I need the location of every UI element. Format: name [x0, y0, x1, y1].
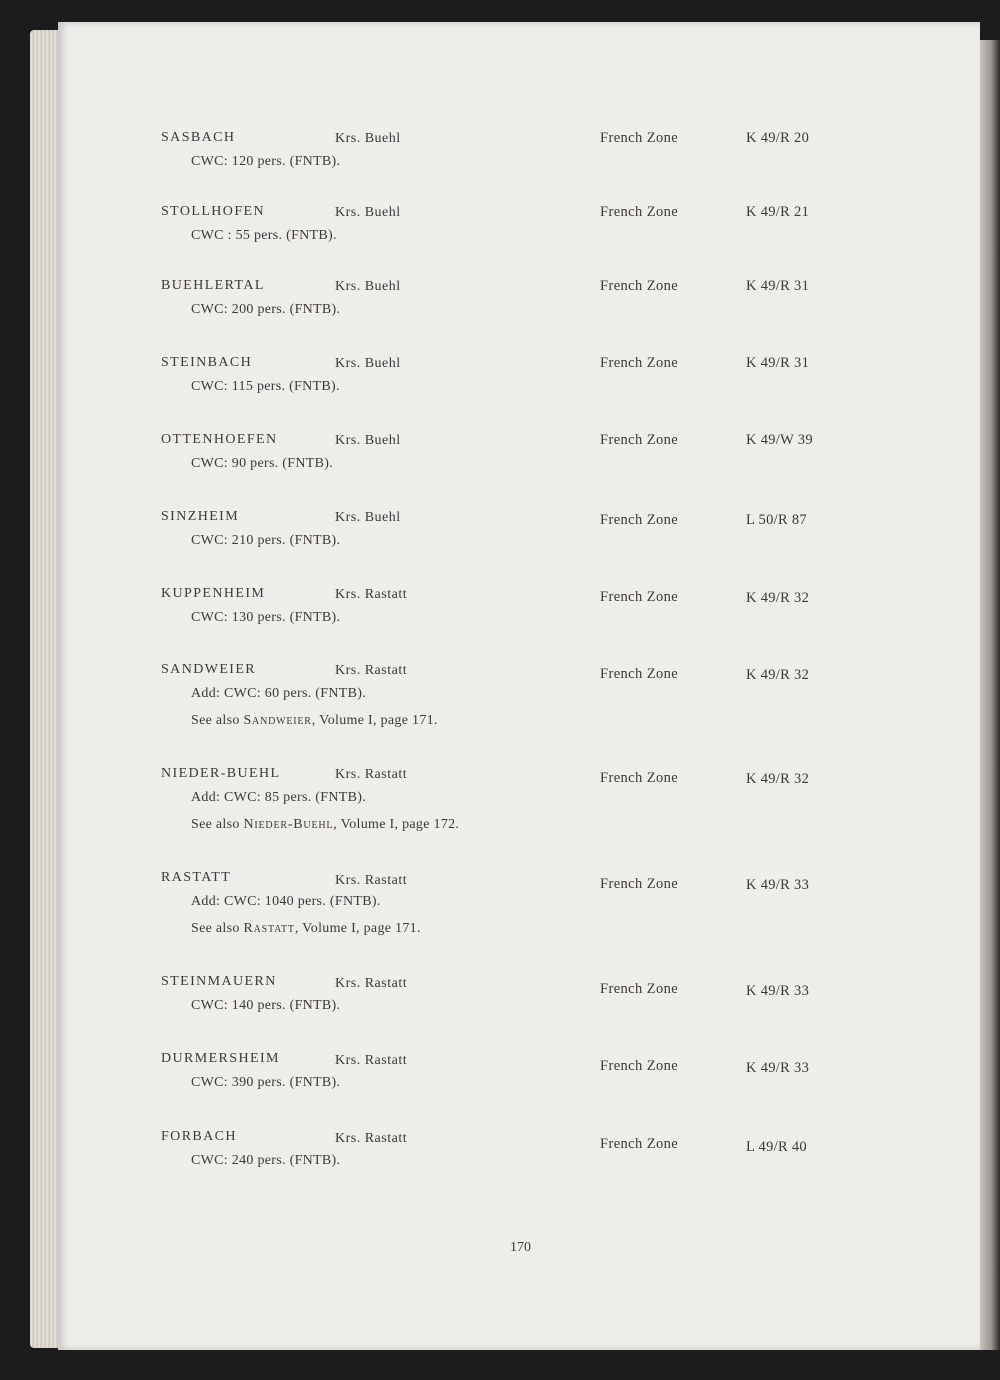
zone: French Zone [600, 130, 679, 146]
grid-reference: K 49/R 31 [746, 278, 810, 294]
district: Krs. Buehl [335, 510, 401, 525]
binding-edge [978, 40, 1000, 1350]
district: Krs. Rastatt [335, 873, 408, 888]
place-name: KUPPENHEIM [161, 586, 266, 601]
district: Krs. Buehl [335, 433, 401, 448]
detail-line: CWC: 210 pers. (FNTB). [191, 533, 341, 548]
grid-reference: K 49/R 20 [746, 130, 810, 146]
place-name: OTTENHOEFEN [161, 432, 278, 447]
detail-line: Add: CWC: 85 pers. (FNTB). [191, 790, 367, 805]
grid-reference: K 49/R 33 [746, 983, 810, 999]
see-also-prefix: See also [191, 921, 244, 936]
detail-line: CWC: 120 pers. (FNTB). [191, 154, 341, 169]
zone: French Zone [600, 278, 679, 294]
see-also-ref: , Volume I, page 172. [333, 817, 460, 832]
detail-line: CWC: 130 pers. (FNTB). [191, 610, 341, 625]
district: Krs. Rastatt [335, 976, 408, 991]
grid-reference: K 49/R 33 [746, 1060, 810, 1076]
district: Krs. Rastatt [335, 587, 408, 602]
grid-reference: L 49/R 40 [746, 1139, 807, 1155]
grid-reference: K 49/R 33 [746, 877, 810, 893]
detail-line: CWC: 200 pers. (FNTB). [191, 302, 341, 317]
district: Krs. Buehl [335, 131, 401, 146]
district: Krs. Rastatt [335, 1131, 408, 1146]
place-name: RASTATT [161, 870, 232, 885]
see-also-place: Rastatt [243, 921, 295, 936]
detail-line: CWC: 115 pers. (FNTB). [191, 379, 340, 394]
see-also-place: Sandweier [243, 713, 312, 728]
see-also-ref: , Volume I, page 171. [311, 713, 438, 728]
zone: French Zone [600, 512, 679, 528]
grid-reference: K 49/R 31 [746, 355, 810, 371]
detail-line: CWC: 390 pers. (FNTB). [191, 1075, 341, 1090]
district: Krs. Rastatt [335, 663, 408, 678]
detail-line: CWC : 55 pers. (FNTB). [191, 228, 337, 243]
place-name: DURMERSHEIM [161, 1051, 280, 1066]
zone: French Zone [600, 1136, 679, 1152]
zone: French Zone [600, 981, 679, 997]
page-number: 170 [510, 1240, 531, 1255]
see-also-prefix: See also [191, 713, 244, 728]
zone: French Zone [600, 876, 679, 892]
see-also-place: Nieder-Buehl [243, 817, 334, 832]
detail-line: CWC: 90 pers. (FNTB). [191, 456, 334, 471]
detail-line: CWC: 140 pers. (FNTB). [191, 998, 341, 1013]
detail-line: Add: CWC: 60 pers. (FNTB). [191, 686, 367, 701]
zone: French Zone [600, 355, 679, 371]
district: Krs. Buehl [335, 279, 401, 294]
place-name: STEINMAUERN [161, 974, 277, 989]
district: Krs. Buehl [335, 356, 401, 371]
district: Krs. Rastatt [335, 767, 408, 782]
zone: French Zone [600, 1058, 679, 1074]
see-also-line [191, 921, 421, 937]
detail-line: Add: CWC: 1040 pers. (FNTB). [191, 894, 381, 909]
zone: French Zone [600, 666, 679, 682]
district: Krs. Rastatt [335, 1053, 408, 1068]
place-name: BUEHLERTAL [161, 278, 265, 293]
district: Krs. Buehl [335, 205, 401, 220]
grid-reference: K 49/W 39 [746, 432, 813, 448]
grid-reference: K 49/R 32 [746, 771, 810, 787]
place-name: SASBACH [161, 130, 236, 145]
grid-reference: K 49/R 21 [746, 204, 810, 220]
see-also-ref: , Volume I, page 171. [294, 921, 421, 936]
grid-reference: L 50/R 87 [746, 512, 807, 528]
place-name: STOLLHOFEN [161, 204, 265, 219]
grid-reference: K 49/R 32 [746, 667, 810, 683]
see-also-line [191, 713, 438, 729]
place-name: SANDWEIER [161, 662, 257, 677]
grid-reference: K 49/R 32 [746, 590, 810, 606]
place-name: FORBACH [161, 1129, 237, 1144]
see-also-prefix: See also [191, 817, 244, 832]
zone: French Zone [600, 589, 679, 605]
place-name: STEINBACH [161, 355, 253, 370]
see-also-line [191, 817, 459, 833]
zone: French Zone [600, 432, 679, 448]
place-name: SINZHEIM [161, 509, 240, 524]
zone: French Zone [600, 770, 679, 786]
zone: French Zone [600, 204, 679, 220]
detail-line: CWC: 240 pers. (FNTB). [191, 1153, 341, 1168]
page [58, 22, 980, 1350]
place-name: NIEDER-BUEHL [161, 766, 281, 781]
